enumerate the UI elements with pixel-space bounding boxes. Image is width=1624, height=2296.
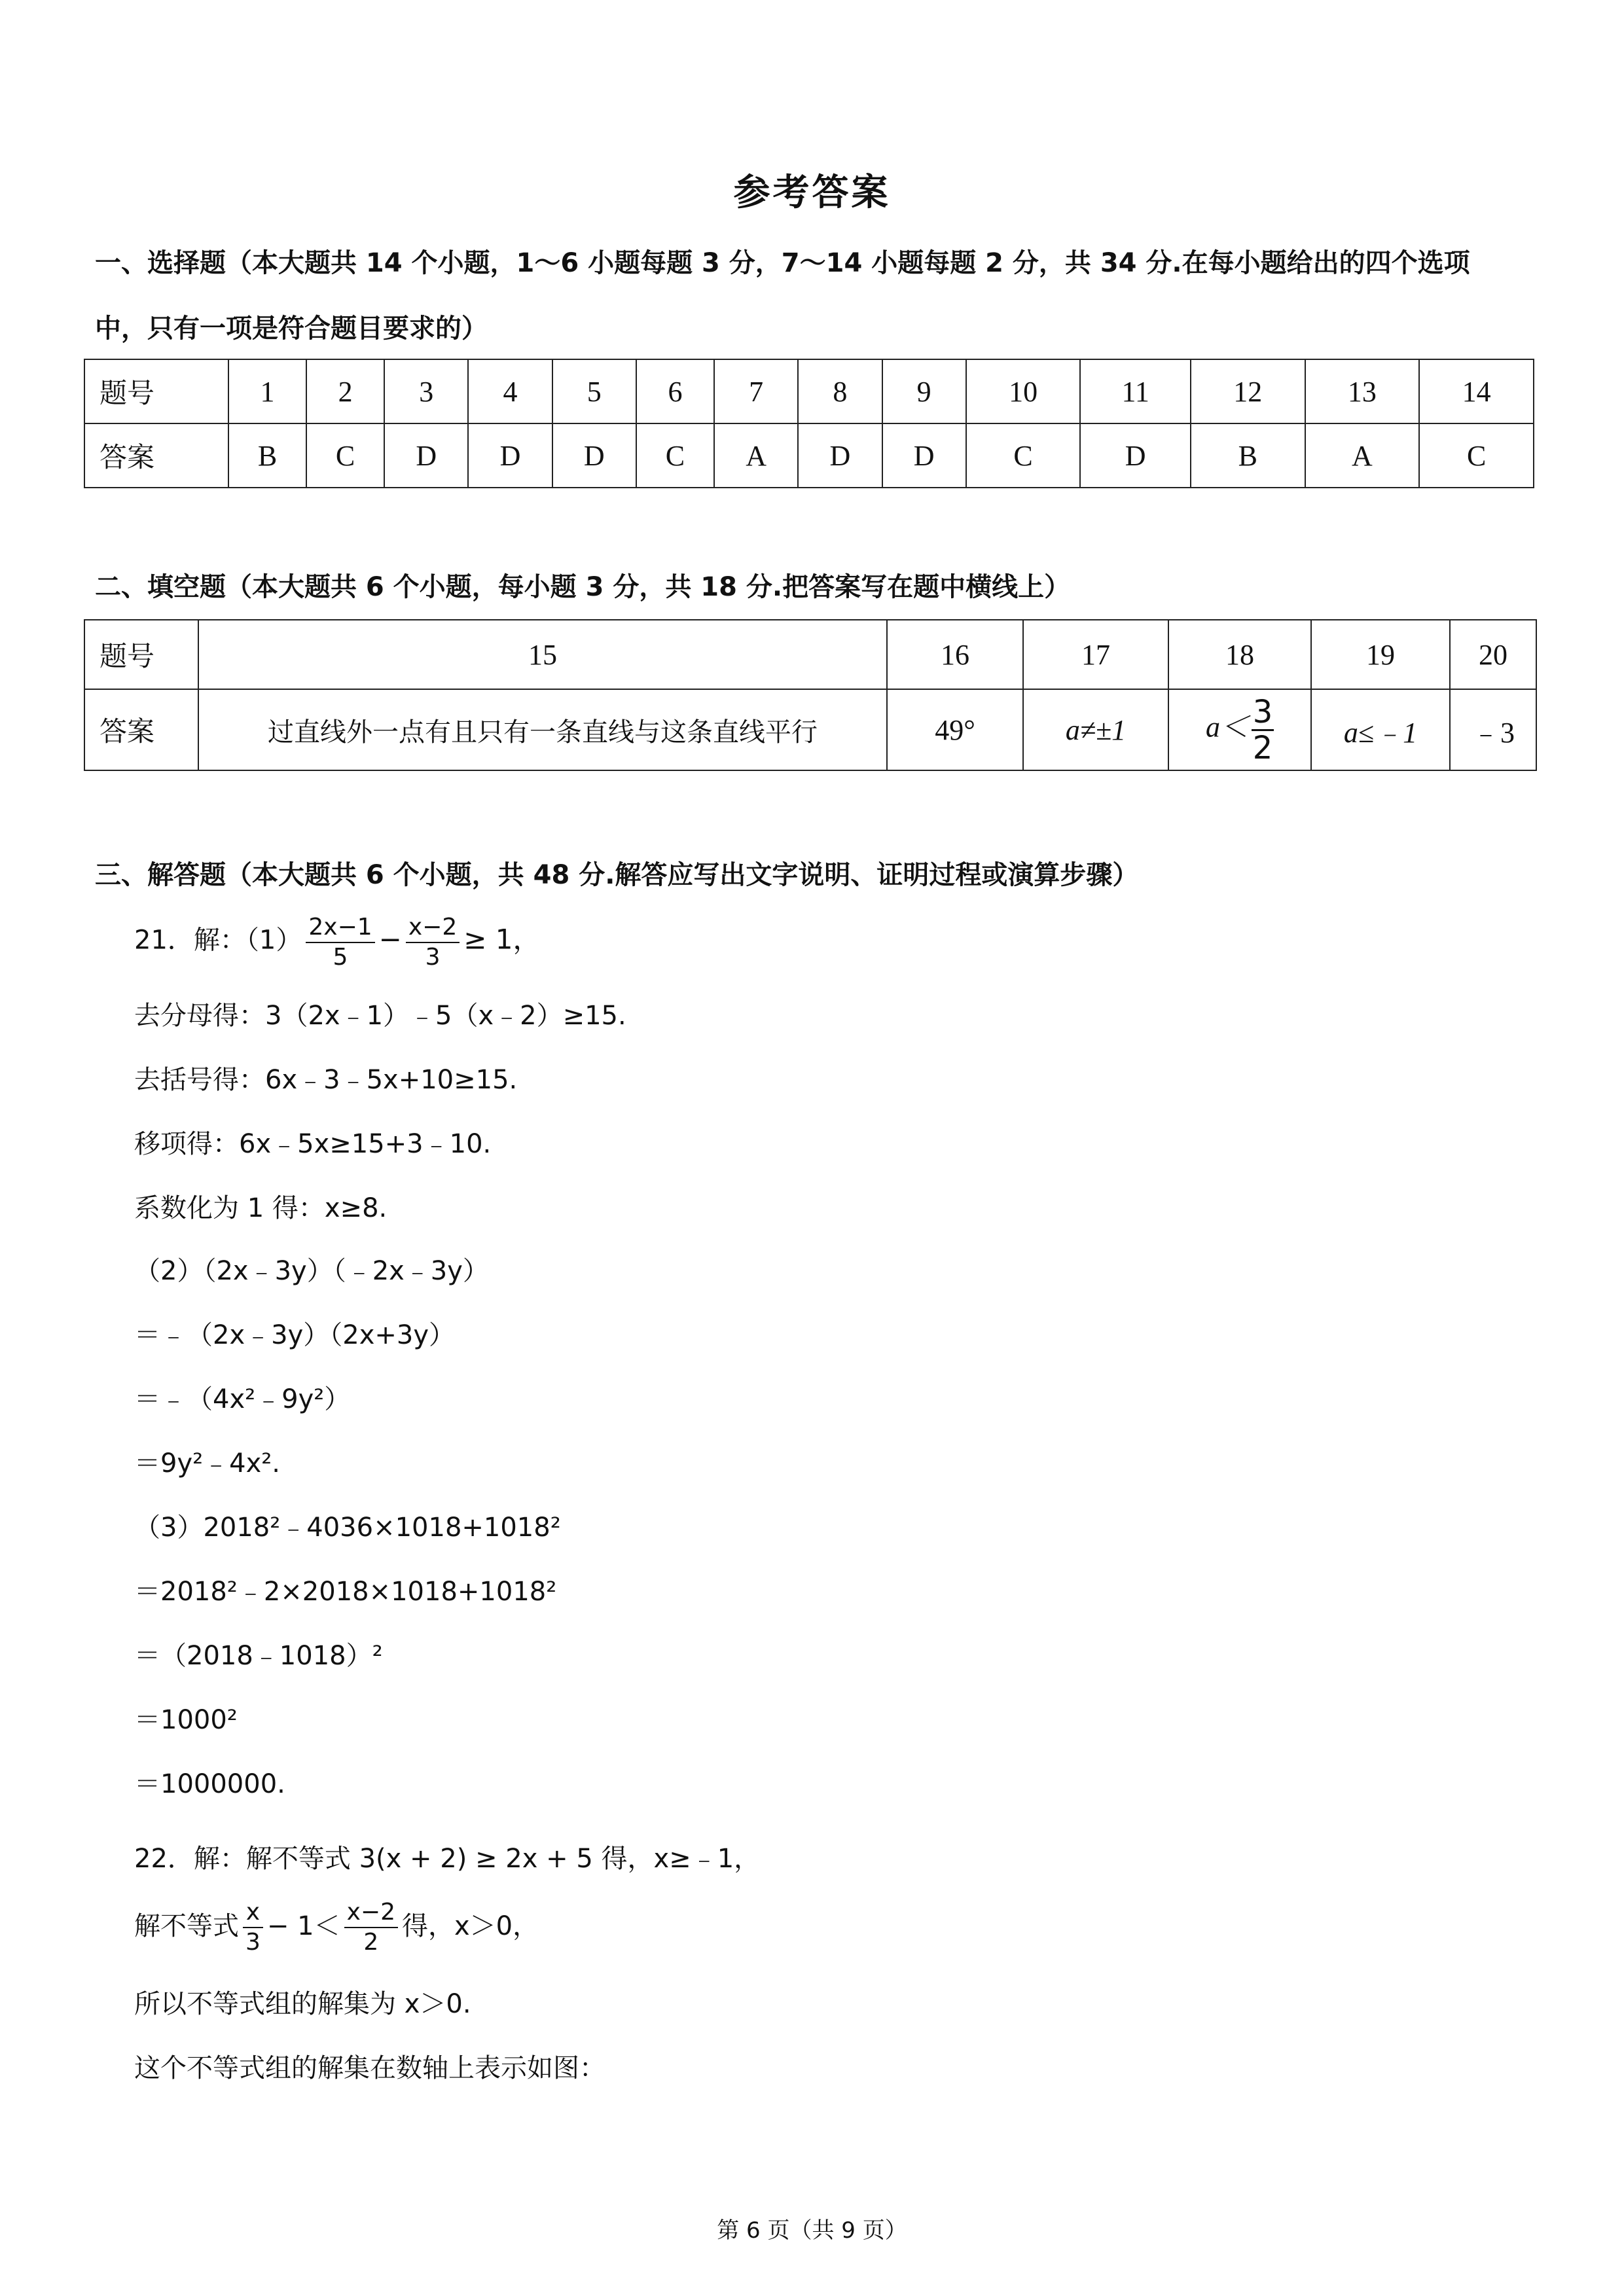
question-number: 7 <box>714 359 798 423</box>
question-number: 17 <box>1023 620 1168 689</box>
fraction-numerator: x−2 <box>346 1899 395 1926</box>
q22-line2 <box>134 1898 539 1957</box>
question-number: 18 <box>1168 620 1311 689</box>
answer-cell: B <box>1191 423 1305 488</box>
q22-line2-mid: − 1＜ <box>266 1911 340 1941</box>
answer-text: a＜ <box>1206 711 1249 744</box>
page-title: 参考答案 <box>733 171 891 214</box>
inequality-tail: ≥ 1， <box>463 923 541 956</box>
row-label: 答案 <box>84 423 228 488</box>
fraction <box>306 913 374 972</box>
answer-cell: ﹣3 <box>1450 689 1536 770</box>
solution-line: ＝9y²﹣4x². <box>134 1448 281 1479</box>
question-number: 10 <box>966 359 1081 423</box>
fill-answer-table <box>84 619 1537 771</box>
choice-answer-table <box>84 359 1534 488</box>
answer-cell: D <box>882 423 966 488</box>
q21-prefix: 21．解：（1） <box>134 925 302 956</box>
question-number: 4 <box>468 359 552 423</box>
answer-cell: 49° <box>887 689 1023 770</box>
answer-cell: D <box>552 423 636 488</box>
question-number: 1 <box>228 359 306 423</box>
choice-answer-row <box>84 423 1534 488</box>
choice-number-row <box>84 359 1534 423</box>
answer-cell: C <box>966 423 1081 488</box>
section1-heading-line2: 中，只有一项是符合题目要求的） <box>95 314 488 344</box>
page-footer: 第 6 页（共 9 页） <box>717 2217 907 2244</box>
q22-line3: 所以不等式组的解集为 x＞0. <box>134 1989 471 2019</box>
question-number: 20 <box>1450 620 1536 689</box>
fraction-numerator: x−2 <box>408 914 458 941</box>
solution-line: ＝﹣（4x²﹣9y²） <box>134 1384 351 1414</box>
solution-line: ＝1000000. <box>134 1769 285 1799</box>
fraction <box>1252 695 1274 765</box>
question-number: 14 <box>1419 359 1534 423</box>
fill-answer-row <box>84 689 1536 770</box>
answer-cell <box>1311 689 1450 770</box>
solution-line: （2）（2x﹣3y）（﹣2x﹣3y） <box>134 1256 489 1286</box>
solution-line: 去分母得：3（2x﹣1）﹣5（x﹣2）≥15. <box>134 1001 626 1031</box>
answer-cell: D <box>1080 423 1190 488</box>
q21-part1-line <box>134 913 540 972</box>
question-number: 5 <box>552 359 636 423</box>
question-number: 16 <box>887 620 1023 689</box>
fraction-denominator: 5 <box>333 944 348 971</box>
solution-line: （3）2018²﹣4036×1018+1018² <box>134 1513 561 1543</box>
answer-cell: A <box>714 423 798 488</box>
question-number: 3 <box>384 359 468 423</box>
solution-line: 去括号得：6x﹣3﹣5x+10≥15. <box>134 1065 518 1095</box>
question-number: 8 <box>798 359 882 423</box>
question-number: 15 <box>198 620 887 689</box>
fraction-denominator: 3 <box>245 1929 261 1956</box>
solution-line: ＝1000² <box>134 1705 238 1735</box>
solution-line: ＝﹣（2x﹣3y）（2x+3y） <box>134 1320 455 1350</box>
fraction <box>243 1898 263 1957</box>
answer-cell: C <box>636 423 714 488</box>
q22-line1: 22．解：解不等式 3(x + 2) ≥ 2x + 5 得，x≥﹣1， <box>134 1844 761 1874</box>
row-label: 题号 <box>84 620 198 689</box>
answer-cell <box>1168 689 1311 770</box>
row-label: 题号 <box>84 359 228 423</box>
fraction-denominator: 2 <box>363 1929 379 1956</box>
question-number: 9 <box>882 359 966 423</box>
row-label: 答案 <box>84 689 198 770</box>
question-number: 11 <box>1080 359 1190 423</box>
question-number: 13 <box>1305 359 1420 423</box>
answer-cell: A <box>1305 423 1420 488</box>
answer-cell: B <box>228 423 306 488</box>
section3-heading: 三、解答题（本大题共 6 个小题，共 48 分.解答应写出文字说明、证明过程或演算步骤） <box>95 860 1139 890</box>
fraction-numerator: x <box>245 1899 261 1926</box>
answer-cell: 过直线外一点有且只有一条直线与这条直线平行 <box>198 689 887 770</box>
section2-heading: 二、填空题（本大题共 6 个小题，每小题 3 分，共 18 分.把答案写在题中横线上） <box>95 572 1071 602</box>
question-number: 19 <box>1311 620 1450 689</box>
solution-line: 移项得：6x﹣5x≥15+3﹣10. <box>134 1129 492 1159</box>
fill-number-row <box>84 620 1536 689</box>
answer-cell <box>1023 689 1168 770</box>
answer-cell: D <box>384 423 468 488</box>
solution-line: ＝2018²﹣2×2018×1018+1018² <box>134 1577 557 1607</box>
fraction-numerator: 3 <box>1252 693 1273 730</box>
question-number: 12 <box>1191 359 1305 423</box>
fraction <box>344 1898 398 1957</box>
answer-cell: C <box>1419 423 1534 488</box>
answer-text: a≠±1 <box>1065 713 1127 746</box>
minus-sign: − <box>378 923 402 956</box>
question-number: 2 <box>306 359 384 423</box>
q22-line2-tail: 得，x＞0， <box>401 1911 539 1941</box>
answer-cell: D <box>798 423 882 488</box>
fraction <box>406 913 460 972</box>
answer-text: a≤﹣1 <box>1343 717 1418 749</box>
answer-cell: C <box>306 423 384 488</box>
solution-line: ＝（2018﹣1018）² <box>134 1641 383 1671</box>
q22-line2-prefix: 解不等式 <box>134 1911 239 1941</box>
question-number: 6 <box>636 359 714 423</box>
solution-line: 系数化为 1 得：x≥8. <box>134 1193 388 1223</box>
fraction-numerator: 2x−1 <box>308 914 372 941</box>
section1-heading-line1: 一、选择题（本大题共 14 个小题，1～6 小题每题 3 分，7～14 小题每题 2 分，共 34 分.在每小题给出的四个选项 <box>95 248 1470 278</box>
fraction-denominator: 2 <box>1252 729 1273 766</box>
fraction-denominator: 3 <box>425 944 441 971</box>
answer-cell: D <box>468 423 552 488</box>
q22-line4: 这个不等式组的解集在数轴上表示如图： <box>134 2053 605 2083</box>
